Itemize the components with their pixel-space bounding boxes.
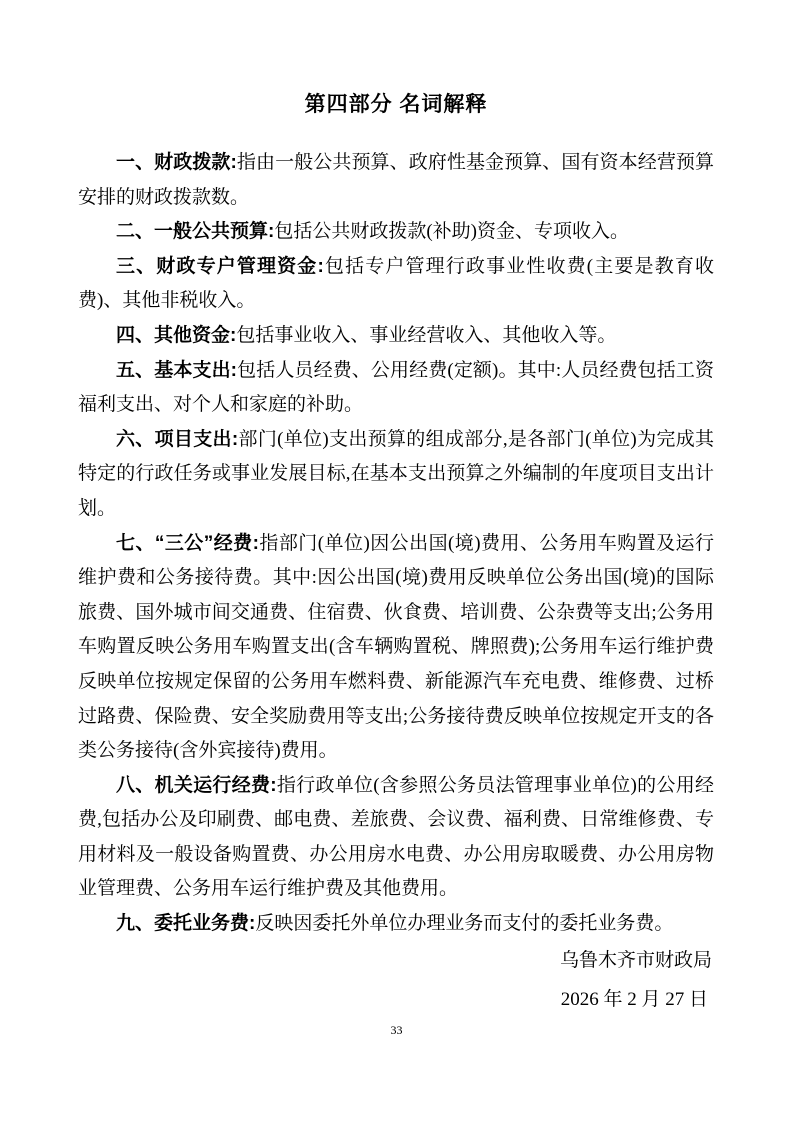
term-label: 六、项目支出: <box>116 428 239 450</box>
definition-text: 包括人员经费、公用经费(定额)。其中:人员经费包括工资福利支出、对个人和家庭的补助。 <box>78 359 715 416</box>
definition-text: 指由一般公共预算、政府性基金预算、国有资本经营预算安排的财政拨款数。 <box>78 152 714 208</box>
date: 2026 年 2 月 27 日 <box>560 989 708 1011</box>
glossary-paragraph <box>78 907 714 942</box>
term-label: 七、“三公”经费: <box>116 532 259 554</box>
term-label: 九、委托业务费: <box>116 913 256 935</box>
definition-text: 指行政单位(含参照公务员法管理事业单位)的公用经费,包括办公及印刷费、邮电费、差旅费、会议费、福利费、日常维修费、专用材料及一般设备购置费、办公用房水电费、办公用房取暖费、办公用房物业管理费、公务用车运行维护费及其他费用。 <box>78 774 715 900</box>
term-label: 二、一般公共预算: <box>116 221 275 243</box>
glossary-paragraph <box>78 769 714 907</box>
definition-text: 反映因委托外单位办理业务而支付的委托业务费。 <box>255 913 674 935</box>
definition-text: 包括事业收入、事业经营收入、其他收入等。 <box>236 324 617 346</box>
definition-text: 指部门(单位)因公出国(境)费用、公务用车购置及运行维护费和公务接待费。其中:因公出国(境)费用反映单位公务出国(境)的国际旅费、国外城市间交通费、住宿费、伙食费、培训费、公杂费等支出;公务用车购置反映公务用车购置支出(含车辆购置税、牌照费);公务用车运行维护费反映单位按规定保留的公务用车燃料费、新能源汽车充电费、维修费、过桥过路费、保险费、安全奖励费用等支出;公务接待费反映单位按规定开支的各类公务接待(含外宾接待)费用。 <box>78 532 715 762</box>
term-label: 八、机关运行经费: <box>116 774 277 796</box>
page-title: 第四部分 名词解释 <box>304 93 488 116</box>
signature-block <box>78 944 714 1018</box>
page-number: 33 <box>390 1023 403 1037</box>
glossary-paragraph <box>78 319 714 354</box>
glossary-paragraph <box>78 146 714 215</box>
definition-text: 包括公共财政拨款(补助)资金、专项收入。 <box>274 221 629 243</box>
term-label: 四、其他资金: <box>116 324 237 346</box>
glossary-paragraph <box>78 527 714 769</box>
glossary-paragraph <box>78 250 714 319</box>
definition-text: 部门(单位)支出预算的组成部分,是各部门(单位)为完成其特定的行政任务或事业发展目标,在基本支出预算之外编制的年度项目支出计划。 <box>78 428 715 519</box>
term-label: 三、财政专户管理资金: <box>116 255 324 277</box>
document-content <box>78 90 714 1018</box>
glossary-paragraph <box>78 423 714 527</box>
term-label: 五、基本支出: <box>116 359 238 381</box>
glossary-paragraph <box>78 215 714 250</box>
signature: 乌鲁木齐市财政局 <box>559 949 712 971</box>
definition-text: 包括专户管理行政事业性收费(主要是教育收费)、其他非税收入。 <box>78 255 714 312</box>
term-label: 一、财政拨款: <box>116 152 237 173</box>
glossary-paragraph <box>78 354 714 423</box>
